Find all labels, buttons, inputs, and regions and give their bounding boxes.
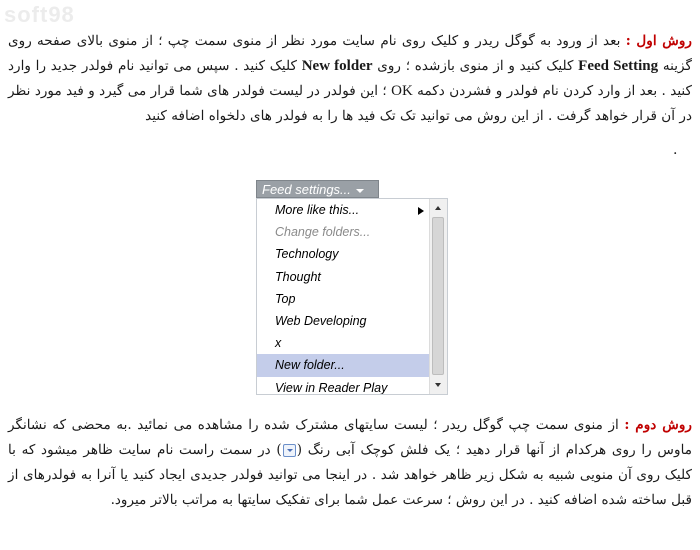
trailing-period: . (673, 142, 678, 158)
text-segment: کلیک کنید . سپس می توانید نام فولدر جدید را وارد کنید . بعد از وارد کردن نام فولدر و فشردن دکمه (8, 58, 693, 99)
text-segment: کلیک کنید و از منوی بازشده ؛ روی (372, 58, 579, 74)
menu-item-label: More like this... (275, 203, 360, 217)
scroll-down-arrow-icon[interactable] (430, 378, 447, 392)
feed-settings-button[interactable] (256, 180, 379, 198)
method-one-paragraph (8, 29, 692, 129)
dropdown-menu (256, 198, 448, 395)
menu-item-label: x (275, 336, 282, 351)
scroll-thumb[interactable] (432, 217, 444, 375)
menu-item-label: Change folders... (275, 225, 371, 240)
feed-settings-dropdown (256, 180, 448, 395)
blue-dropdown-arrow-icon (283, 444, 296, 457)
text-segment: ) در سمت راست نام سایت ظاهر میشود که با کلیک روی آن منویی شبیه به شکل زیر ظاهر خواهد شد . در اینجا می توانید فولدر جدیدی ایجاد کنید یا آنرا به فولدرهای از قبل ساخته شده اضافه کنید . در این روش ؛ سرعت عمل شما برای تفکیک سایتها به مراتب بالاتر میرود. (8, 442, 692, 508)
text-segment: بعد از ورود به گوگل ریدر و کلیک روی نام سایت مورد نظر از منوی سمت چپ ؛ از منوی بالای صفحه روی گزینه (8, 33, 692, 74)
ok-term: OK (391, 83, 413, 99)
menu-item-label: New folder... (275, 358, 345, 373)
menu-item-view-in-reader-play[interactable] (257, 377, 430, 396)
new-folder-term: New folder (301, 58, 373, 74)
menu-item-label: Top (275, 291, 296, 306)
watermark: soft98 (4, 2, 75, 27)
text-segment: از منوی سمت چپ گوگل ریدر ؛ لیست سایتهای مشترک شده را مشاهده می نمائید .به محضی که نشانگر ماوس را روی هرکدام از آنها قرار دهید ؛ یک فلش کوچک آبی رنگ ( (8, 417, 692, 458)
menu-item-web-developing[interactable] (257, 310, 430, 332)
feed-setting-term: Feed Setting (578, 58, 659, 74)
menu-top-strip (380, 180, 448, 199)
menu-item-label: Web Developing (275, 313, 367, 328)
text-segment: ؛ این فولدر در لیست فولدر های شما قرار می گیرد و فید مورد نظر در آن قرار خواهد گرفت . از این روش می توانید تک تک فید ها را به فولدر های دلخواه اضافه کنید (8, 83, 692, 124)
menu-scrollbar[interactable] (429, 199, 447, 394)
method-two-paragraph (8, 413, 692, 513)
scroll-up-arrow-icon[interactable] (430, 201, 447, 215)
method-two-heading: روش دوم : (624, 417, 692, 433)
submenu-arrow-icon (418, 207, 424, 215)
menu-item-change-folders (257, 221, 430, 243)
menu-item-top[interactable] (257, 288, 430, 310)
menu-item-label: View in Reader Play (275, 380, 388, 395)
feed-settings-label: Feed settings... (262, 182, 351, 197)
menu-item-label: Thought (275, 269, 321, 284)
menu-item-technology[interactable] (257, 243, 430, 265)
menu-item-thought[interactable] (257, 266, 430, 288)
menu-item-label: Technology (275, 247, 339, 262)
menu-item-more-like-this[interactable] (257, 199, 430, 221)
menu-item-x[interactable] (257, 332, 430, 354)
menu-list (257, 199, 430, 395)
chevron-down-icon (356, 189, 364, 193)
method-one-heading: روش اول : (625, 33, 692, 49)
menu-item-new-folder[interactable] (257, 354, 430, 376)
